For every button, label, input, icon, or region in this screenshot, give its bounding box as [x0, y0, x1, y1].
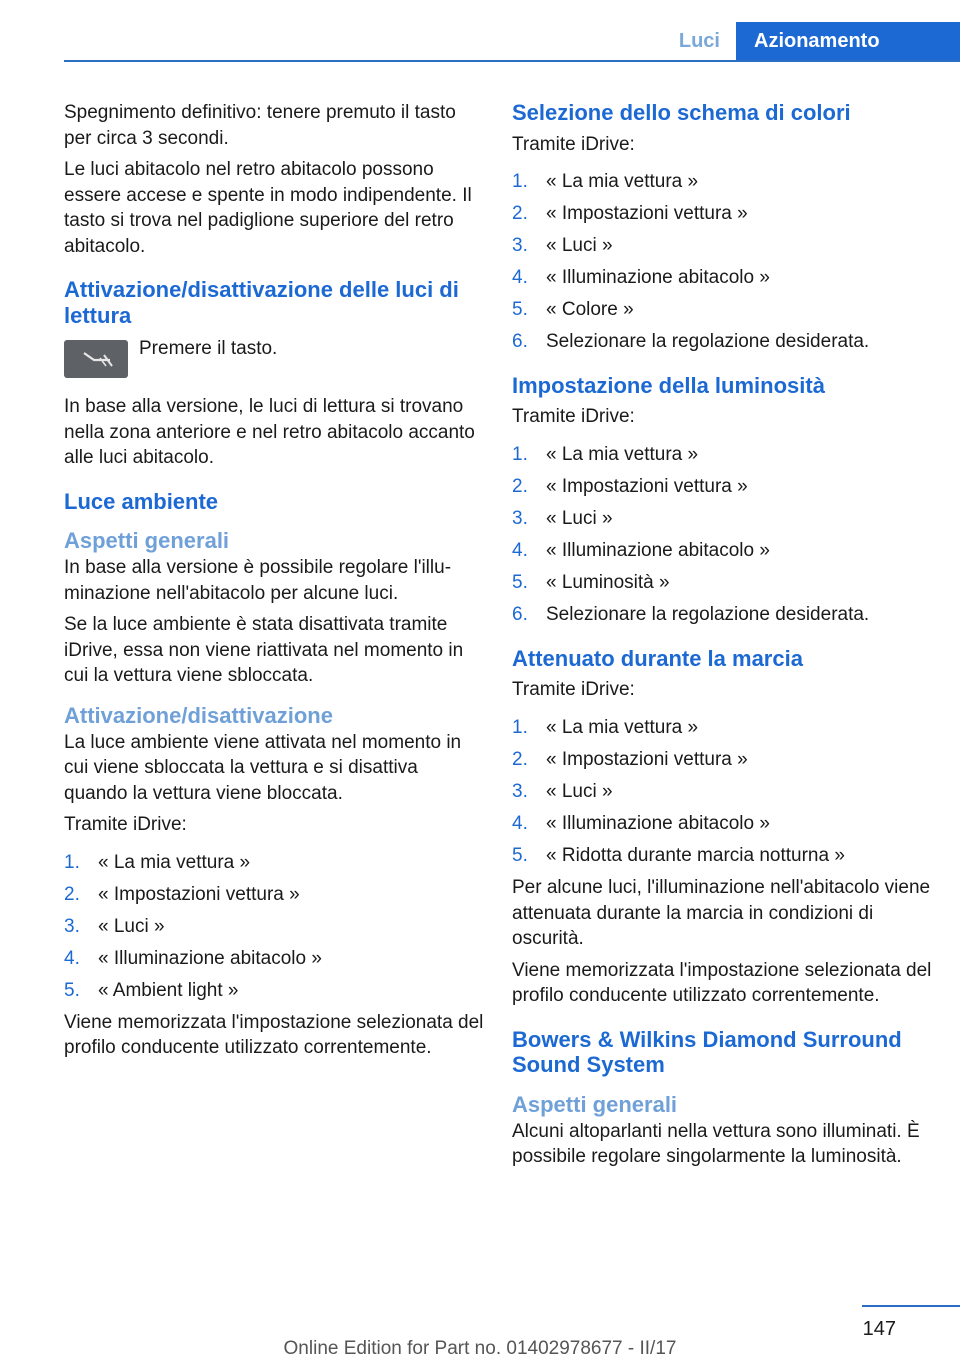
page-number: 147: [862, 1318, 896, 1340]
section-heading: Attenuato durante la marcia: [512, 645, 803, 671]
list-item: 1. « La mia vettura »: [512, 443, 699, 465]
list-item: 3. « Luci »: [512, 235, 613, 257]
section-heading: Bowers & Wilkins Diamond Surround Sound System: [512, 1026, 902, 1078]
section-heading: Impostazione della luminosità: [512, 372, 825, 398]
paragraph: In base alla versione è possibile regolare l'illuminazione nell'abitacolo per alcune luci.: [64, 557, 452, 604]
step-list: [512, 169, 932, 355]
paragraph: Per alcune luci, l'illuminazione nell'abitacolo viene attenuata durante la marcia in condizioni di oscurità.: [512, 877, 931, 950]
paragraph: Tramite iDrive:: [512, 679, 635, 701]
button-instruction: [64, 336, 484, 384]
list-item: 1. « La mia vettura »: [512, 171, 699, 192]
list-item: 5. « Luminosità »: [512, 572, 670, 594]
footer-rule: [862, 1305, 960, 1307]
paragraph: Viene memorizzata l'impostazione selezionata del profilo conducente utilizzato correntemente.: [64, 1011, 484, 1059]
list-item: 2. « Impostazioni vettura »: [64, 883, 300, 905]
paragraph: Viene memorizzata l'impostazione selezionata del profilo conducente utilizzato correntemente.: [512, 959, 932, 1007]
list-item: 4. « Illuminazione abitacolo »: [512, 267, 770, 289]
edition-footer: Online Edition for Part no. 01402978677 - II/17: [283, 1338, 677, 1359]
subsection-heading: Aspetti generali: [64, 528, 230, 553]
step-list: [64, 850, 484, 1004]
list-item: 5. « Ridotta durante marcia notturna »: [512, 845, 845, 867]
list-item: 4. « Illuminazione abitacolo »: [512, 540, 770, 562]
list-item: 2. « Impostazioni vettura »: [512, 476, 748, 498]
header-section-label: Luci: [678, 30, 720, 52]
reading-light-icon: [64, 340, 128, 378]
step-list: [512, 715, 932, 869]
header-chapter-tab: Azionamento: [736, 22, 960, 62]
paragraph: In base alla versione, le luci di lettura si trovano nella zona anteriore e nel retro abitacolo accanto alle luci abitacolo.: [64, 396, 475, 468]
paragraph: Spegnimento definitivo: tenere premuto il tasto per circa 3 secondi.: [64, 102, 456, 149]
subsection-heading: Aspetti generali: [512, 1091, 678, 1117]
paragraph: Le luci abitacolo nel retro abitacolo possono essere accese e spente in modo indipendente. Il tasto si trova nel padiglione superiore del retro abitacolo.: [64, 159, 472, 257]
paragraph: La luce ambiente viene attivata nel momento in cui viene sbloccata la vettura e si disattiva quando la vettura viene bloccata.: [64, 731, 462, 804]
section-heading: Attivazione/disattivazione delle luci di lettura: [64, 277, 459, 328]
right-column: [512, 100, 932, 1176]
paragraph: Tramite iDrive:: [512, 133, 635, 155]
paragraph: Alcuni altoparlanti nella vettura sono illuminati. È possibile regolare singolarmente la luminosità.: [512, 1120, 920, 1168]
list-item: 6. Selezionare la regolazione desiderata.: [512, 331, 870, 353]
step-list: [512, 442, 932, 628]
list-item: 1. « La mia vettura »: [512, 716, 699, 738]
paragraph: Tramite iDrive:: [64, 814, 187, 835]
list-item: 5. « Ambient light »: [64, 979, 239, 1001]
list-item: 4. « Illuminazione abitacolo »: [64, 947, 322, 969]
list-item: 3. « Luci »: [64, 915, 165, 937]
list-item: 6. Selezionare la regolazione desiderata.: [512, 604, 870, 626]
subsection-heading: Attivazione/disattivazione: [64, 702, 333, 728]
section-heading: Selezione dello schema di colori: [512, 100, 851, 125]
list-item: 3. « Luci »: [512, 781, 613, 803]
section-heading: Luce ambiente: [64, 488, 219, 514]
header-rule: [64, 60, 960, 62]
list-item: 5. « Colore »: [512, 299, 634, 321]
list-item: 4. « Illuminazione abitacolo »: [512, 813, 770, 835]
button-instruction-text: Premere il tasto.: [139, 338, 278, 359]
list-item: 3. « Luci »: [512, 508, 613, 530]
paragraph: Se la luce ambiente è stata disattivata tramite iDrive, essa non viene riattivata nel momento in cui la vettura viene sbloccata.: [64, 614, 464, 686]
list-item: 2. « Impostazioni vettura »: [512, 203, 748, 225]
page-header: [0, 0, 960, 62]
list-item: 1. « La mia vettura »: [64, 851, 251, 873]
paragraph: Tramite iDrive:: [512, 406, 635, 428]
left-column: [64, 100, 484, 1067]
list-item: 2. « Impostazioni vettura »: [512, 749, 748, 771]
